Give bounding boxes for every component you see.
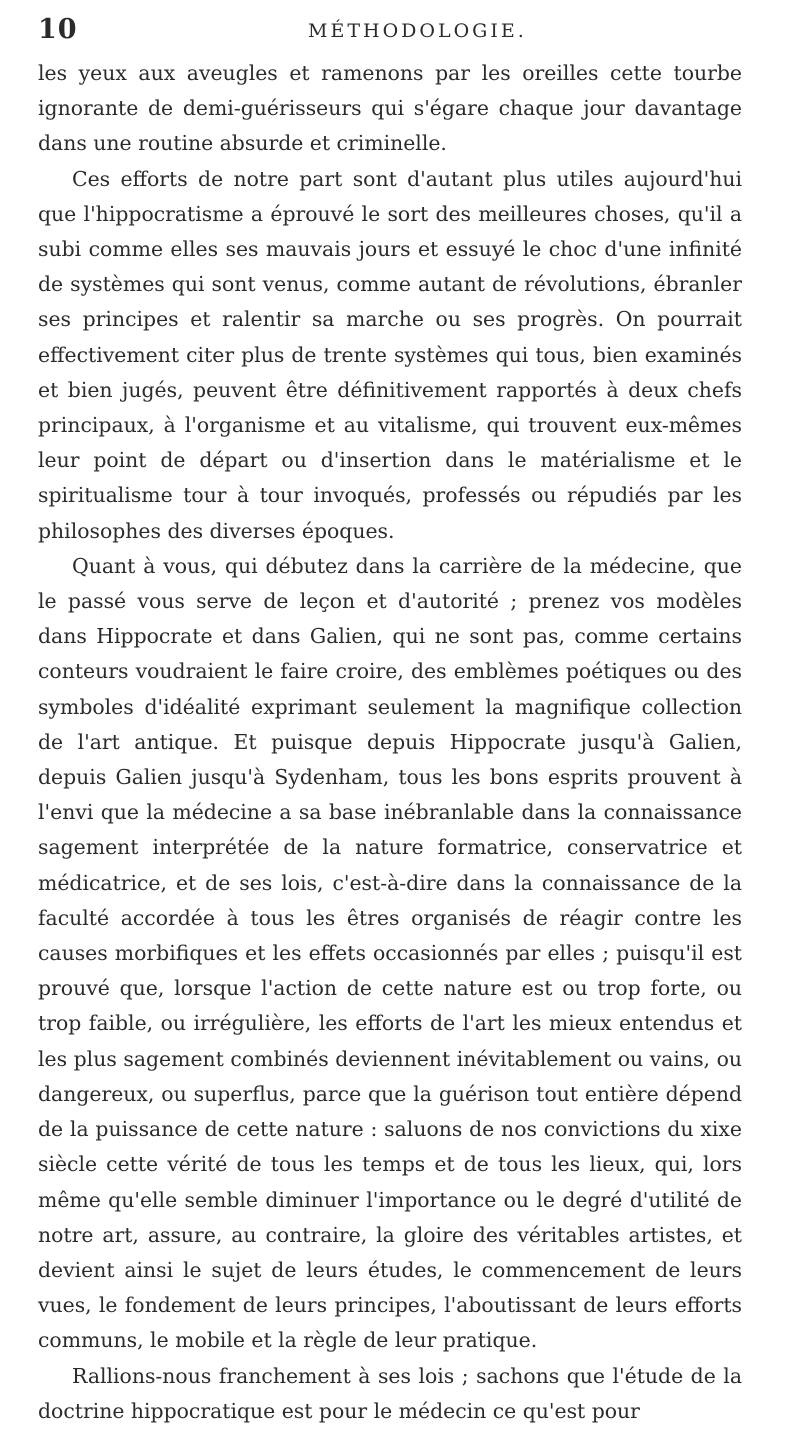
page-number: 10	[38, 14, 78, 45]
paragraph-4: Rallions-nous franchement à ses lois ; sachons que l'étude de la doctrine hippocratique est pour le médecin ce qu'est pour	[38, 1363, 742, 1423]
paragraph-1: les yeux aux aveugles et ramenons par les oreilles cette tourbe ignorante de demi-guérisseurs qui s'égare chaque jour davantage dans une routine absurde et criminelle.	[38, 61, 742, 156]
running-head	[38, 14, 740, 50]
paragraph-3: Quant à vous, qui débutez dans la carrière de la médecine, que le passé vous serve de leçon et d'autorité ; prenez vos modèles dans Hippocrate et dans Galien, qui ne sont pas, comme certains conteurs voudraient le faire croire, des emblèmes poétiques ou des symboles d'idéalité exprimant seulement la magnifique collection de l'art antique. Et puisque depuis Hippocrate jusqu'à Galien, depuis Galien jusqu'à Sydenham, tous les bons esprits prouvent à l'envi que la médecine a sa base inébranlable dans la connaissance sagement interprétée de la nature formatrice, conservatrice et médicatrice, et de ses lois, c'est-à-dire dans la connaissance de la faculté accordée à tous les êtres organisés de réagir contre les causes morbifiques et les effets occasionnés par elles ; puisqu'il est prouvé que, lorsque l'action de cette nature est ou trop forte, ou trop faible, ou irrégulière, les efforts de l'art les mieux entendus et les plus sagement combinés deviennent inévitablement ou vains, ou dangereux, ou superflus, parce que la guérison tout entière dépend de la puissance de cette nature : saluons de nos convictions du xixe siècle cette vérité de tous les temps et de tous les lieux, qui, lors même qu'elle semble diminuer l'importance ou le degré d'utilité de notre art, assure, au contraire, la gloire des véritables artistes, et devient ainsi le sujet de leurs études, le commencement de leurs vues, le fondement de leurs principes, l'aboutissant de leurs efforts communs, le mobile et la règle de leur pratique.	[38, 553, 742, 1353]
paragraph-2: Ces efforts de notre part sont d'autant plus utiles aujourd'hui que l'hippocratisme a éprouvé le sort des meilleures choses, qu'il a subi comme elles ses mauvais jours et essuyé le choc d'une infinité de systèmes qui sont venus, comme autant de révolutions, ébranler ses principes et ralentir sa marche ou ses progrès. On pourrait effectivement citer plus de trente systèmes qui tous, bien examinés et bien jugés, peuvent être définitivement rapportés à deux chefs principaux, à l'organisme et au vitalisme, qui trouvent eux-mêmes leur point de départ ou d'insertion dans le matérialisme et le spiritualisme tour à tour invoqués, professés ou répudiés par les philosophes des diverses époques.	[38, 166, 742, 543]
running-title: MÉTHODOLOGIE.	[308, 20, 527, 42]
body-text	[38, 56, 742, 1429]
